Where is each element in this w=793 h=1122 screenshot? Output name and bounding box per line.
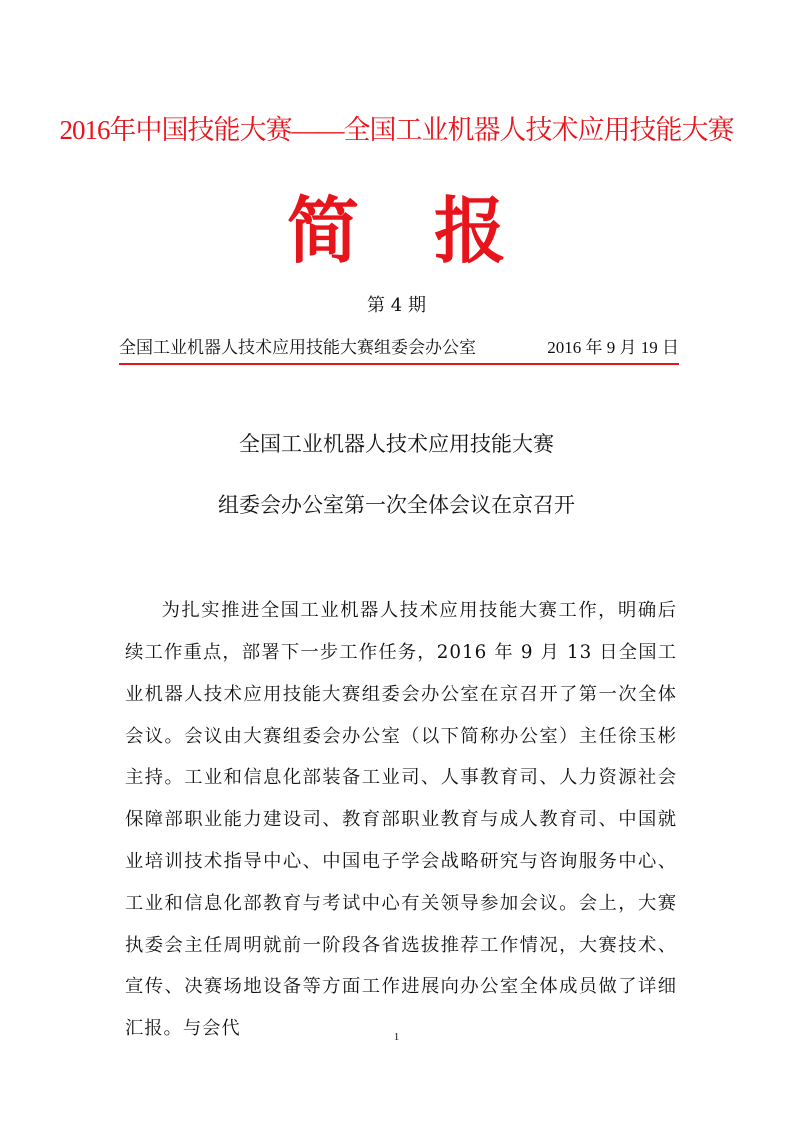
bulletin-title-char-2: 报	[434, 189, 507, 273]
publisher: 全国工业机器人技术应用技能大赛组委会办公室	[119, 338, 476, 358]
article-title-line-2: 组委会办公室第一次全体会议在京召开	[218, 493, 575, 517]
event-title: 2016年中国技能大赛——全国工业机器人技术应用技能大赛	[59, 115, 734, 145]
page-number: 1	[393, 1031, 400, 1043]
red-divider	[119, 363, 679, 365]
bulletin-title	[0, 186, 793, 276]
bulletin-title-char-1: 简	[287, 189, 360, 273]
masthead	[119, 333, 679, 361]
issue-number: 第 4 期	[367, 295, 426, 316]
article-title-line-1: 全国工业机器人技术应用技能大赛	[239, 432, 554, 456]
publish-date: 2016 年 9 月 19 日	[547, 338, 679, 357]
article-body: 为扎实推进全国工业机器人技术应用技能大赛工作，明确后续工作重点，部署下一步工作任务，2016 年 9 月 13 日全国工业机器人技术应用技能大赛组委会办公室在京召开了第一次全体会议。会议由大赛组委会办公室（以下简称办公室）主任徐玉彬主持。工业和信息化部装备工业司、人事教育司、人力资源社会保障部职业能力建设司、教育部职业教育与成人教育司、中国就业培训技术指导中心、中国电子学会战略研究与咨询服务中心、工业和信息化部教育与考试中心有关领导参加会议。会上，大赛执委会主任周明就前一阶段各省选拔推荐工作情况，大赛技术、宣传、决赛场地设备等方面工作进展向办公室全体成员做了详细汇报。与会代	[125, 600, 677, 1040]
